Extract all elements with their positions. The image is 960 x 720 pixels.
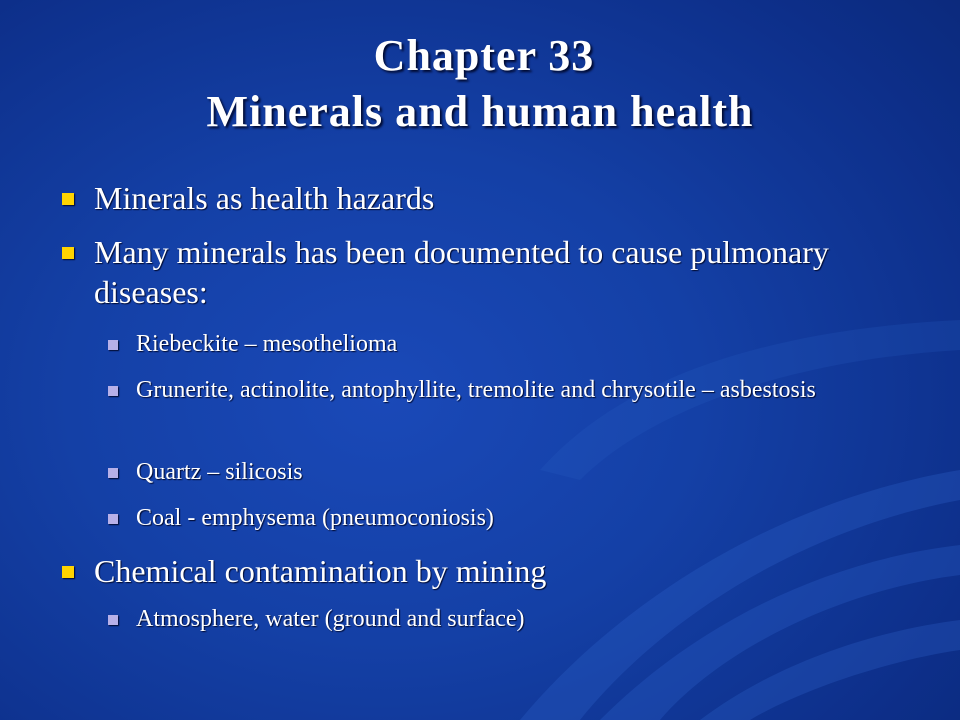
sub-bullet-marker [108, 468, 118, 478]
sub-bullet-marker [108, 514, 118, 524]
bullet-item: Minerals as health hazards [94, 180, 435, 216]
sub-bullet-marker [108, 615, 118, 625]
bullet-item: Chemical contamination by mining [94, 553, 547, 589]
sub-bullet-item: Coal - emphysema (pneumoconiosis) [136, 505, 494, 531]
bullet-marker [62, 566, 74, 578]
sub-bullet-item: Atmosphere, water (ground and surface) [136, 606, 525, 632]
sub-bullet-item: Quartz – silicosis [136, 459, 303, 485]
sub-bullet-marker [108, 340, 118, 350]
bullet-marker [62, 247, 74, 259]
sub-bullet-marker [108, 386, 118, 396]
title-line-topic: Minerals and human health [206, 87, 754, 136]
title-line-chapter: Chapter 33 [373, 31, 595, 80]
bullet-marker [62, 193, 74, 205]
sub-bullet-item: Grunerite, actinolite, antophyllite, tremolite and chrysotile – asbestosis [136, 377, 816, 403]
sub-bullet-item: Riebeckite – mesothelioma [136, 331, 398, 357]
bullet-item: Many minerals has been documented to cause pulmonary diseases: [94, 234, 829, 310]
